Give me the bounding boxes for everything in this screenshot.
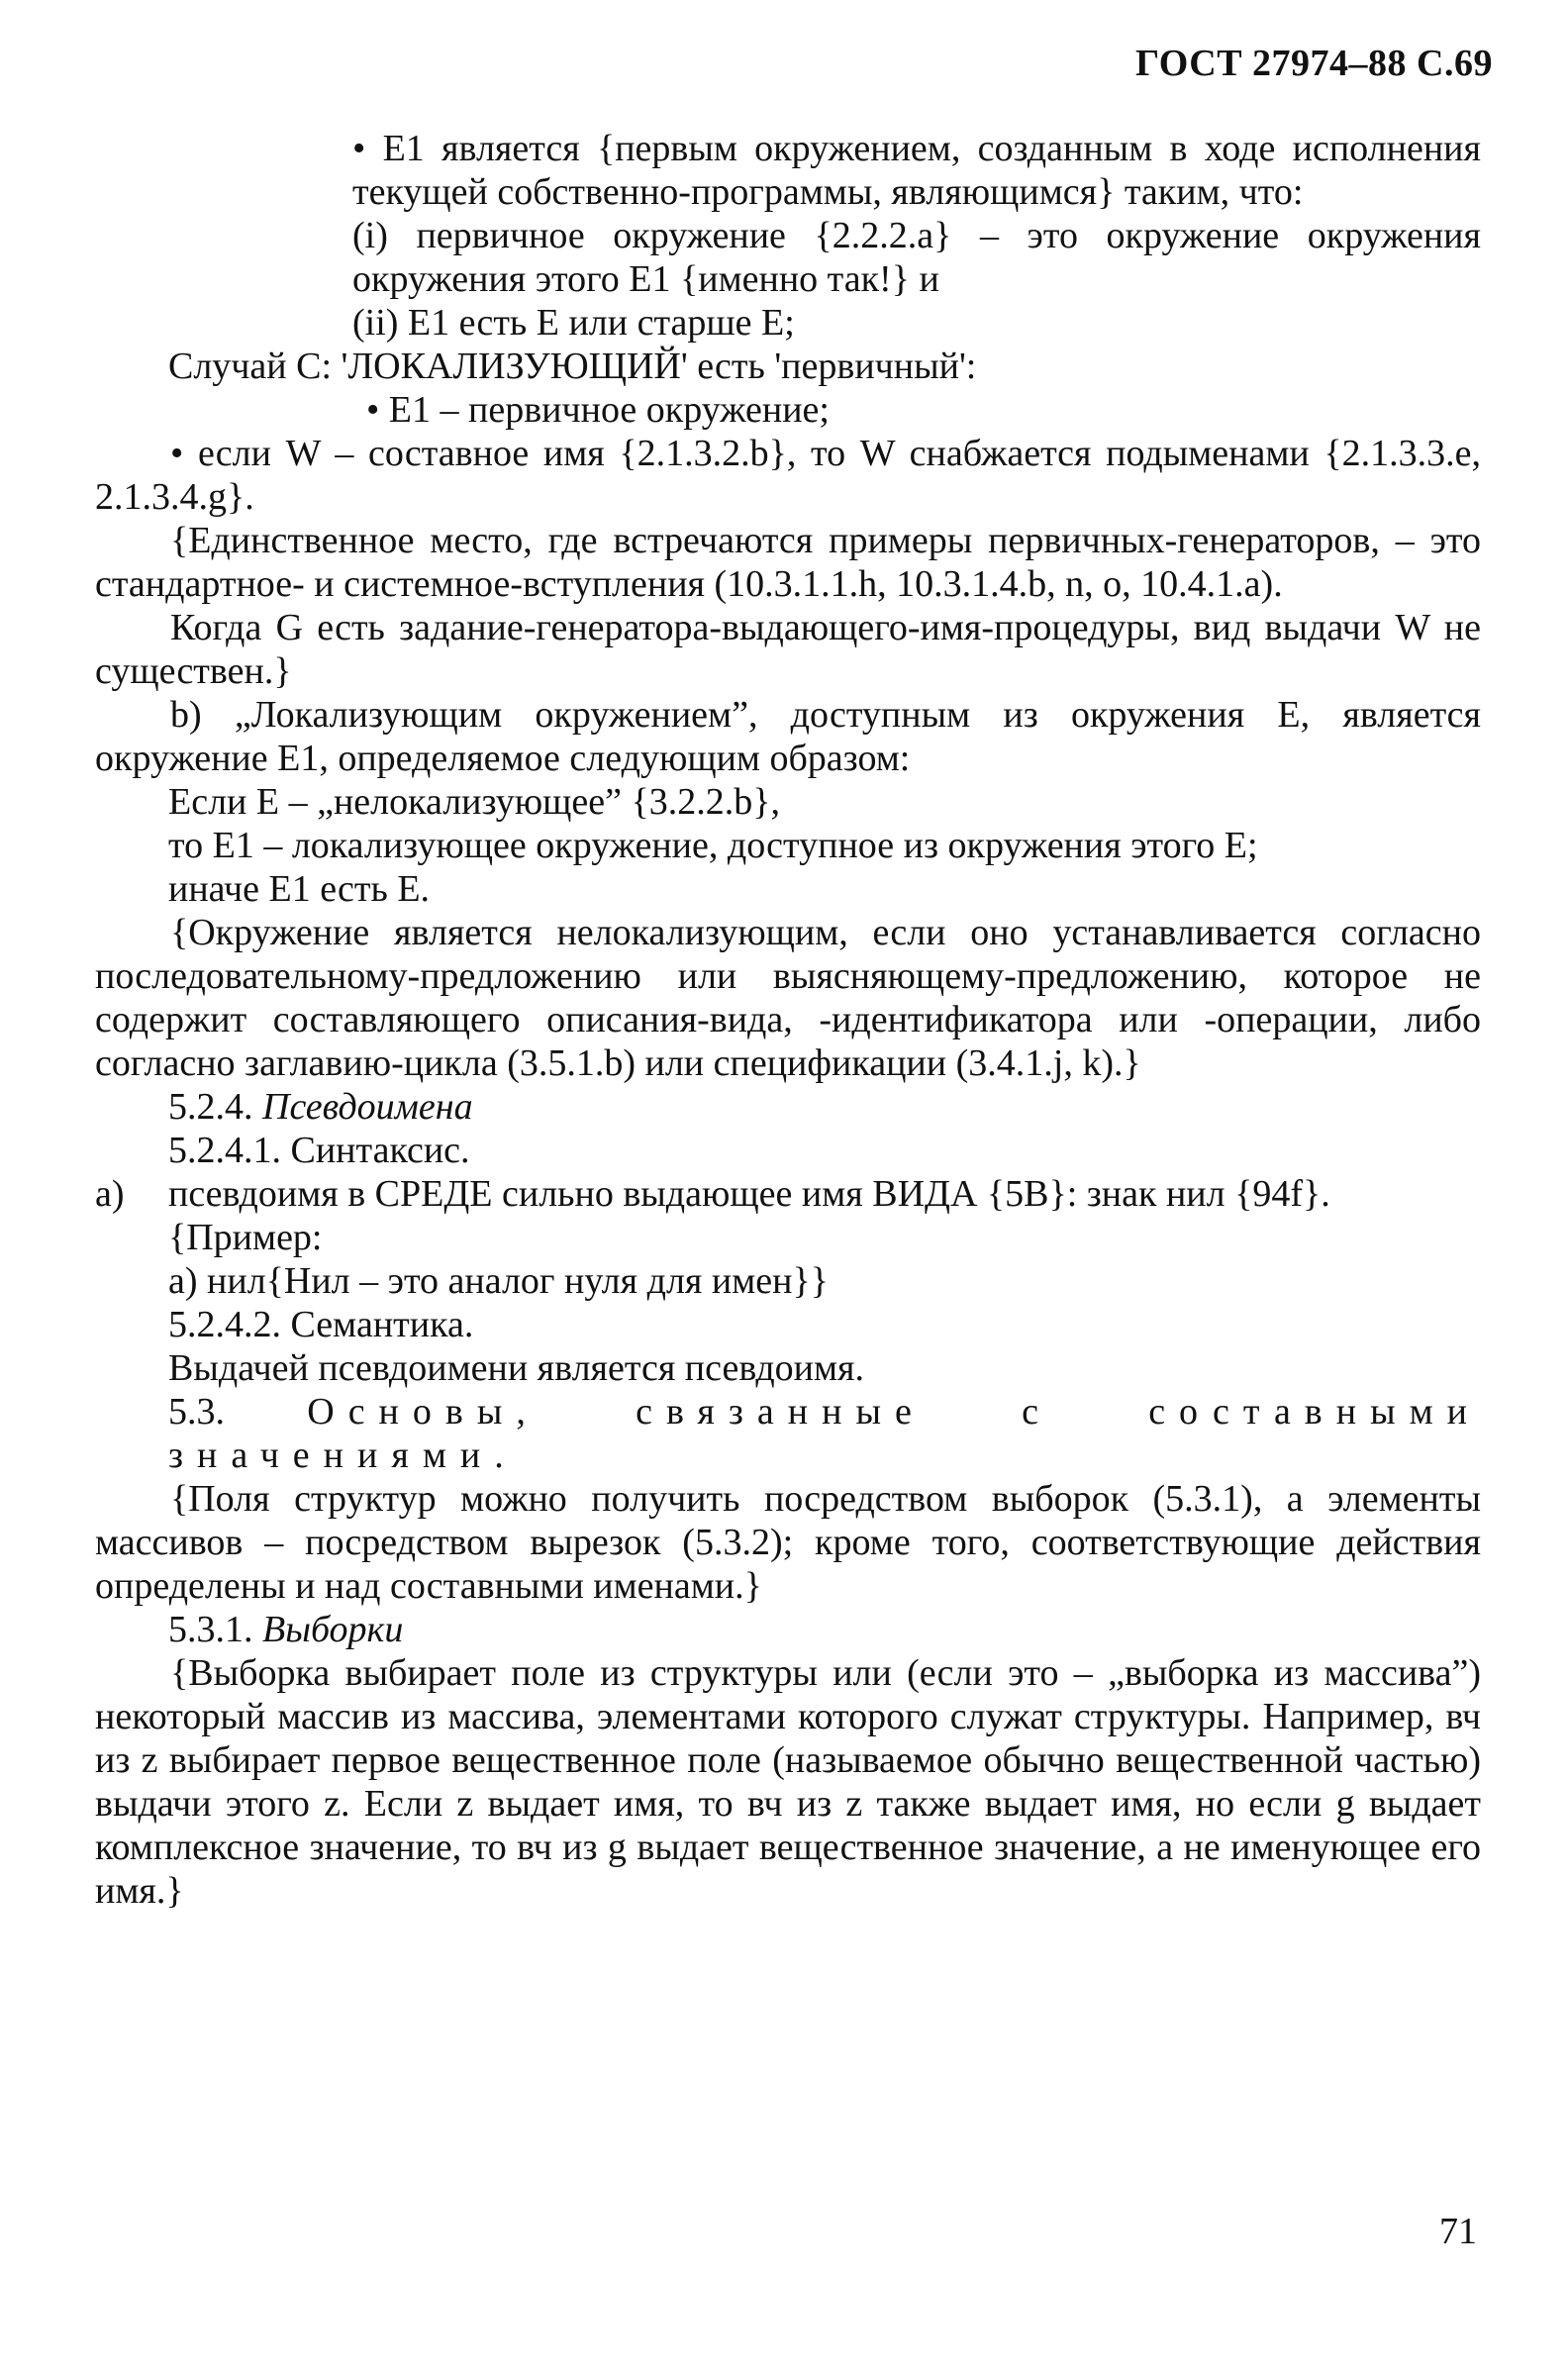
- paragraph-selection: {Выборка выбирает поле из структуры или (если это – „выборка из массива”) некоторый массив из массива, элементами которого служат структуры. Например, вч из z выбирает первое вещественное поле (называемое обычно вещественной частью) выдачи этого z. Если z выдает имя, то вч из z также выдает имя, но если g выдает комплексное значение, то вч из g выдает вещественное значение, а не именующее его имя.}: [95, 1652, 1481, 1912]
- page-header: ГОСТ 27974–88 С.69: [1135, 43, 1493, 84]
- paragraph-e1-first-env: • E1 является {первым окружением, созданным в ходе исполнения текущей собственно-программы, являющимся} таким, что:: [352, 128, 1481, 213]
- example-heading: {Пример:: [168, 1217, 323, 1258]
- paragraph-when-g: Когда G есть задание-генератора-выдающего-имя-процедуры, вид выдачи W не существен.}: [95, 607, 1481, 692]
- section-heading-5-3-1: [168, 1608, 1481, 1651]
- rule-a-text: псевдоимя в СРЕДЕ сильно выдающее имя ВИДА {5B}: знак нил {94f}.: [168, 1173, 1330, 1215]
- paragraph-then-e1: то E1 – локализующее окружение, доступное из окружения этого E;: [168, 825, 1258, 866]
- paragraph-case-c: Случай C: 'ЛОКАЛИЗУЮЩИЙ' есть 'первичный':: [168, 346, 977, 387]
- section-heading-5-3: [168, 1390, 1481, 1477]
- section-number-5-3: 5.3.: [168, 1391, 225, 1433]
- paragraph-pseudoname-result: Выдачей псевдоимени является псевдоимя.: [168, 1347, 865, 1389]
- section-title-5-3-1: Выборки: [262, 1609, 404, 1650]
- paragraph-else-e1: иначе E1 есть E.: [168, 868, 431, 910]
- rule-a-label: a): [95, 1173, 125, 1215]
- paragraph-w-compound: • если W – составное имя {2.1.3.2.b}, то W снабжается подыменами {2.1.3.3.e, 2.1.3.4.g}.: [95, 433, 1481, 518]
- section-number-5-3-1: 5.3.1.: [168, 1609, 253, 1650]
- paragraph-primary-env-ii: (ii) E1 есть E или старше E;: [352, 302, 795, 344]
- section-title-5-3: Основы, связанные с составными значениями.: [168, 1391, 1482, 1476]
- paragraph-e1-primary: • E1 – первичное окружение;: [366, 389, 830, 431]
- page-number: 71: [1439, 2211, 1477, 2252]
- page-body: [95, 127, 1481, 1913]
- paragraph-struct-fields: {Поля структур можно получить посредством выборок (5.3.1), а элементы массивов – посредством вырезок (5.3.2); кроме того, соответствующие действия определены и над составными именами.}: [95, 1478, 1481, 1607]
- paragraph-nonlocalizing-note: {Окружение является нелокализующим, если оно устанавливается согласно последовательному-предложению или выясняющему-предложению, которое не содержит составляющего описания-вида, -идентификатора или -операции, либо согласно заглавию-цикла (3.5.1.b) или спецификации (3.4.1.j, k).}: [95, 912, 1481, 1084]
- paragraph-if-e: Если E – „нелокализующее” {3.2.2.b},: [168, 781, 780, 823]
- section-number: 5.2.4.: [168, 1086, 253, 1128]
- section-title: Псевдоимена: [262, 1086, 473, 1128]
- example-a: a) нил{Нил – это аналог нуля для имен}}: [168, 1260, 829, 1302]
- paragraph-only-place: {Единственное место, где встречаются примеры первичных-генераторов, – это стандартное- и системное-вступления (10.3.1.1.h, 10.3.1.4.b, n, o, 10.4.1.a).: [95, 520, 1481, 605]
- paragraph-primary-env-i: (i) первичное окружение {2.2.2.a} – это окружение окружения окружения этого E1 {именно так!} и: [352, 215, 1481, 300]
- subsection-semantics: 5.2.4.2. Семантика.: [168, 1304, 474, 1345]
- paragraph-localizing-env: b) „Локализующим окружением”, доступным из окружения E, является окружение E1, определяемое следующим образом:: [95, 694, 1481, 779]
- subsection-syntax: 5.2.4.1. Синтаксис.: [168, 1130, 470, 1171]
- rule-a: [95, 1172, 1481, 1216]
- section-heading-5-2-4: [168, 1085, 1481, 1129]
